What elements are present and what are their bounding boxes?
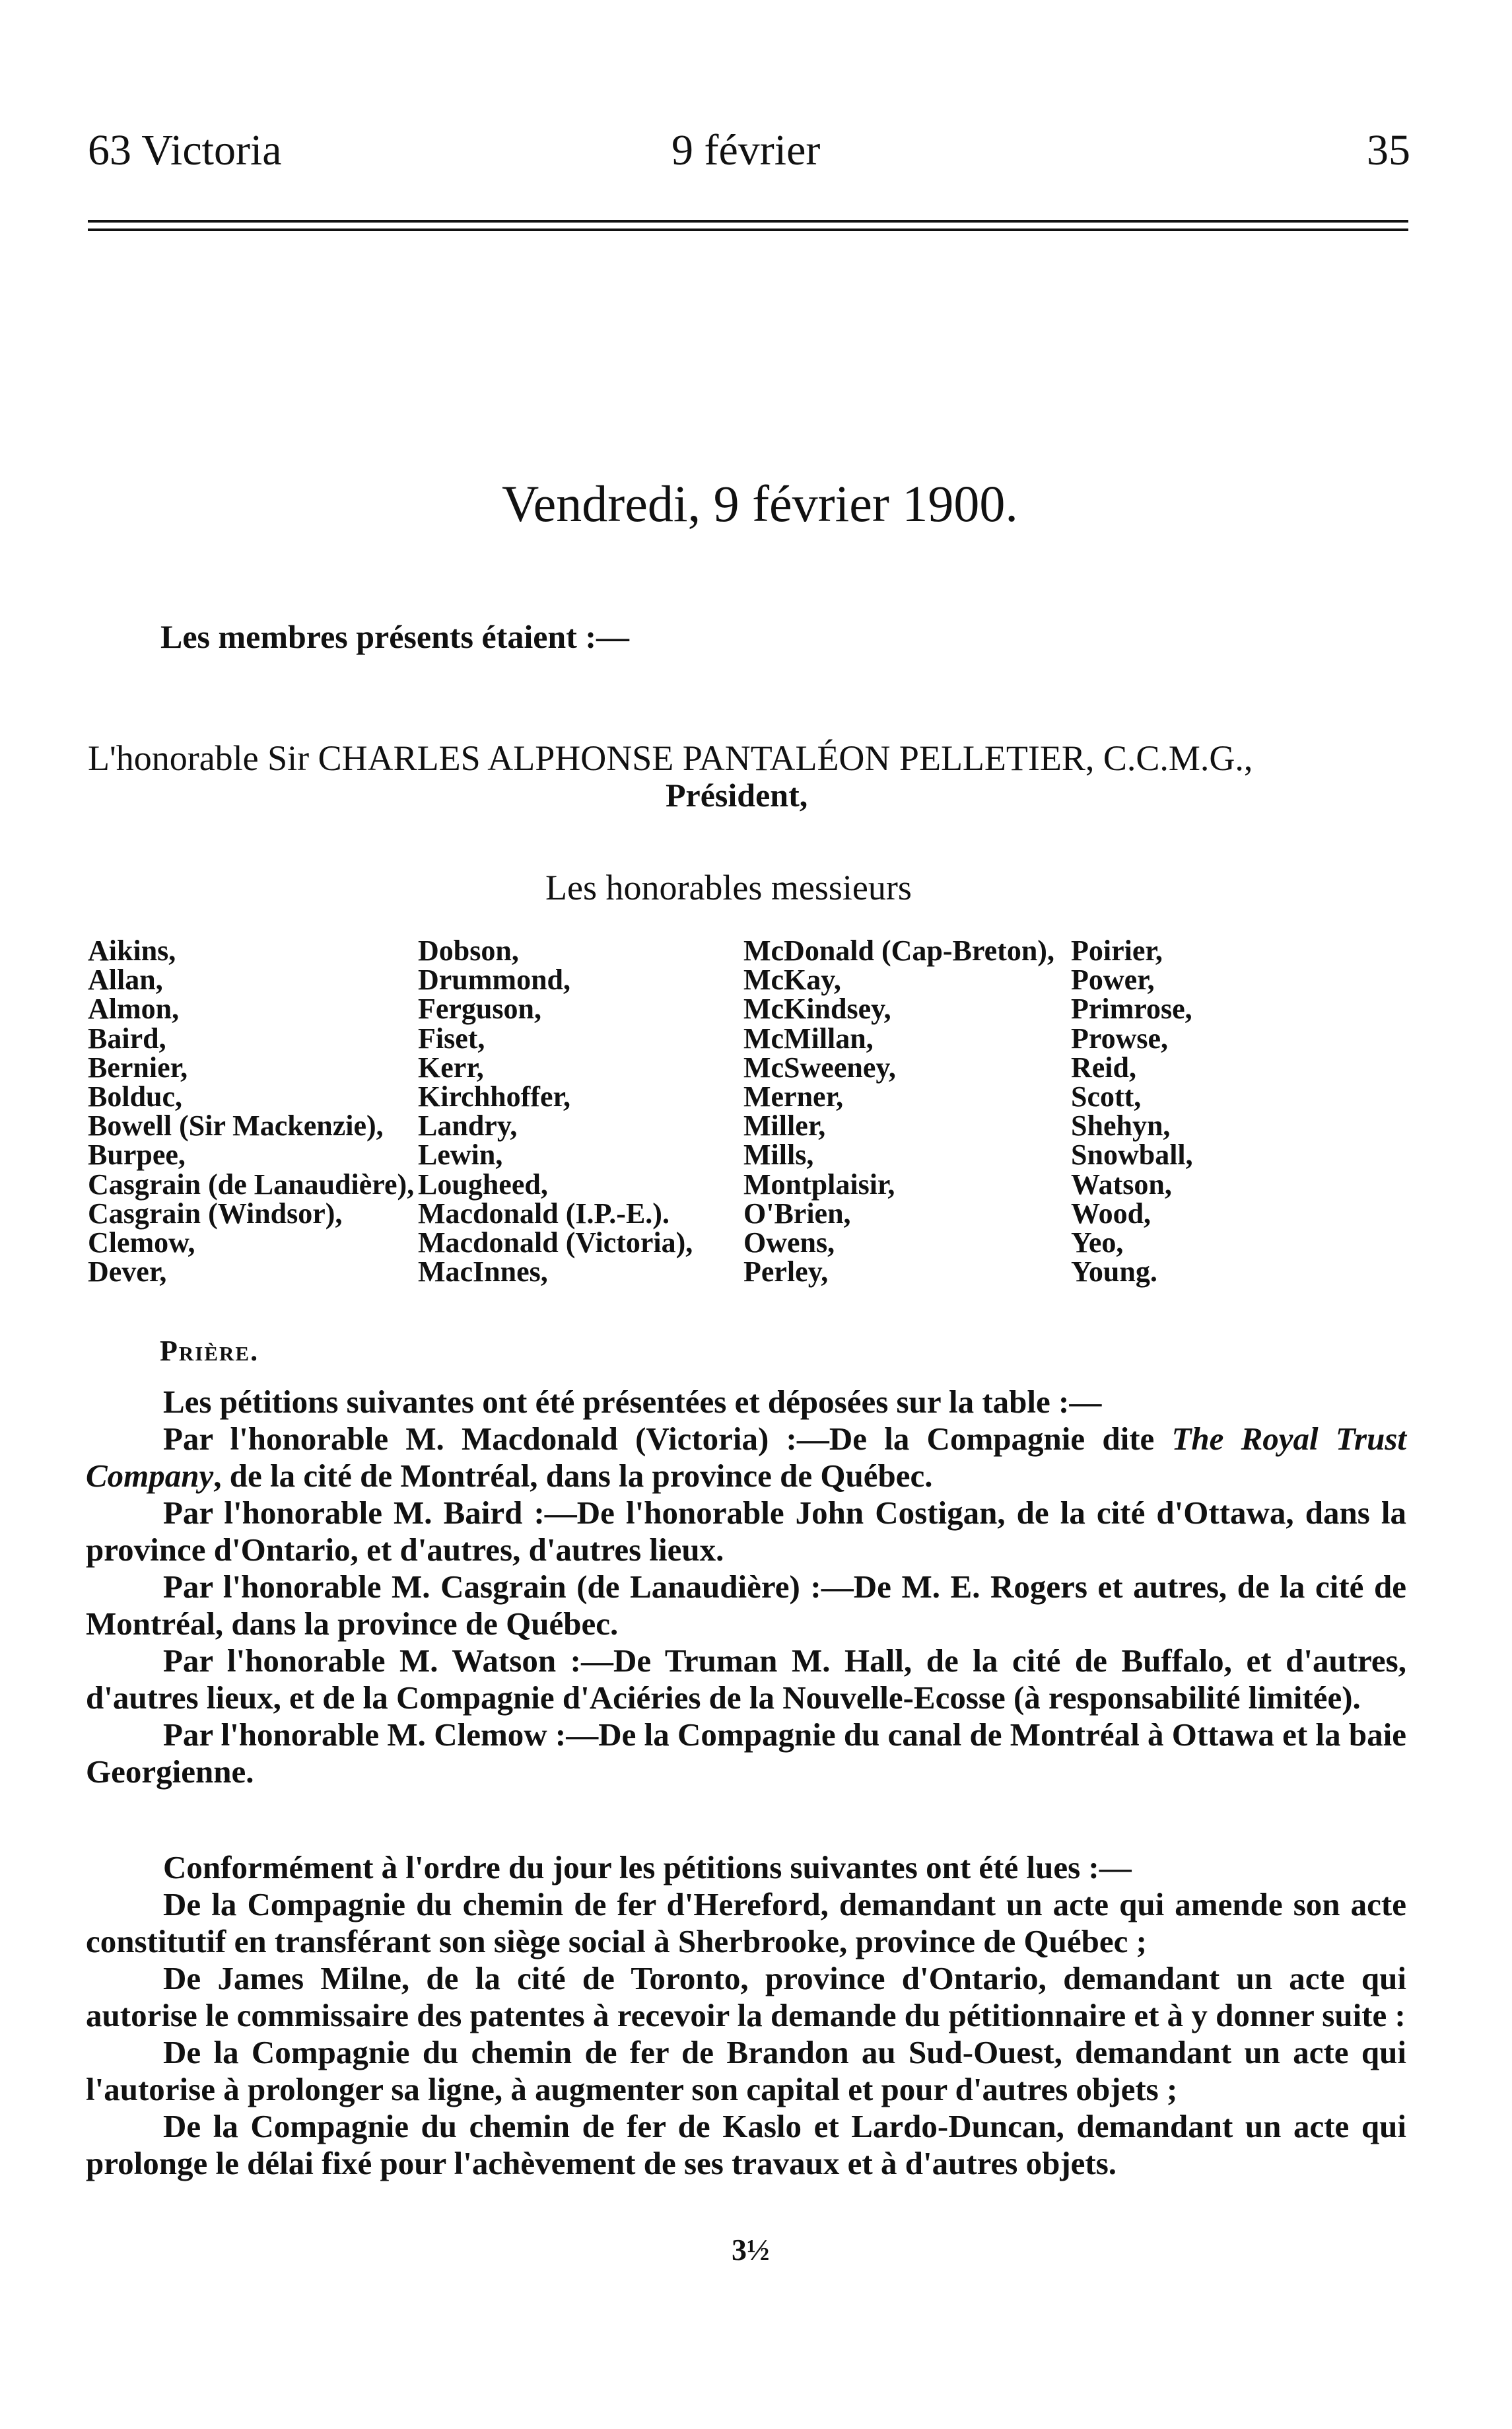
senator-name: Perley,: [743, 1255, 829, 1288]
senator-name: Snowball,: [1071, 1139, 1193, 1172]
senator-name: McMillan,: [743, 1022, 874, 1055]
senator-name: Reid,: [1071, 1051, 1136, 1084]
senator-name: Miller,: [743, 1109, 826, 1143]
senator-name: Primrose,: [1071, 993, 1192, 1026]
president-line: L'honorable Sir CHARLES ALPHONSE PANTALÉON PELLETIER, C.C.M.G.,: [88, 738, 1253, 778]
signature-mark: 3½: [732, 2233, 770, 2267]
senator-name: Owens,: [743, 1226, 835, 1259]
header-left: 63 Victoria: [88, 126, 282, 174]
senators-column-1: [88, 936, 414, 1286]
senator-name: MacInnes,: [418, 1255, 548, 1288]
petitions-intro: Les pétitions suivantes ont été présentées et déposées sur la table :—: [163, 1384, 1102, 1420]
read-item: De la Compagnie du chemin de fer de Kaslo et Lardo-Duncan, demandant un acte qui prolonge le délai fixé pour l'achèvement de ses travaux et à d'autres objets.: [86, 2108, 1406, 2181]
petition-paragraph: [86, 1421, 1406, 1495]
senator-name: Montplaisir,: [743, 1168, 895, 1201]
senator-name: McDonald (Cap-Breton),: [743, 934, 1054, 967]
senator-name: Aikins,: [88, 934, 176, 967]
senator-name: Poirier,: [1071, 934, 1163, 967]
senator-name: Prowse,: [1071, 1022, 1169, 1055]
page-title: Vendredi, 9 février 1900.: [502, 475, 1018, 532]
senator-name: Scott,: [1071, 1080, 1142, 1113]
senator-name: Watson,: [1071, 1168, 1172, 1201]
senator-name: McKay,: [743, 964, 841, 997]
senator-name: Macdonald (I.P.-E.).: [418, 1197, 670, 1230]
senator-name: Baird,: [88, 1022, 166, 1055]
president-title: Président,: [666, 777, 808, 814]
senator-name: Allan,: [88, 964, 163, 997]
senator-name: Merner,: [743, 1080, 844, 1113]
senators-column-2: [418, 936, 693, 1286]
petition-text: , de la cité de Montréal, dans la province de Québec.: [213, 1458, 933, 1494]
petition-paragraph: Par l'honorable M. Clemow :—De la Compagnie du canal de Montréal à Ottawa et la baie Georgienne.: [86, 1716, 1406, 1790]
senator-name: Casgrain (de Lanaudière),: [88, 1168, 415, 1201]
senator-name: Lougheed,: [418, 1168, 548, 1201]
petition-paragraph: Par l'honorable M. Baird :—De l'honorable John Costigan, de la cité d'Ottawa, dans la province d'Ontario, et d'autres, d'autres lieux.: [86, 1495, 1406, 1568]
senator-name: Bolduc,: [88, 1080, 183, 1113]
senators-heading: Les honorables messieurs: [545, 868, 912, 907]
senator-name: Casgrain (Windsor),: [88, 1197, 343, 1230]
petitions-read-section: [86, 1849, 1406, 2182]
petition-paragraph: Par l'honorable M. Watson :—De Truman M. Hall, de la cité de Buffalo, et d'autres, d'autres lieux, et de la Compagnie d'Aciéries de la Nouvelle-Ecosse (à responsabilité limitée).: [86, 1642, 1406, 1716]
page-number: 35: [1367, 126, 1410, 174]
senator-name: Lewin,: [418, 1139, 503, 1172]
senator-name: Kerr,: [418, 1051, 484, 1084]
read-item: De la Compagnie du chemin de fer de Brandon au Sud-Ouest, demandant un acte qui l'autorise à prolonger sa ligne, à augmenter son capital et pour d'autres objets ;: [86, 2034, 1406, 2107]
senator-name: Young.: [1071, 1255, 1157, 1288]
senator-name: Dever,: [88, 1255, 167, 1288]
senator-name: Power,: [1071, 964, 1155, 997]
header-center: 9 février: [671, 126, 821, 174]
senator-name: Landry,: [418, 1109, 518, 1143]
members-intro: Les membres présents étaient :—: [160, 618, 630, 655]
senator-name: Burpee,: [88, 1139, 186, 1172]
petitions-section: [86, 1384, 1406, 1790]
senator-name: Bowell (Sir Mackenzie),: [88, 1109, 384, 1143]
senators-column-4: [1071, 936, 1193, 1286]
petition-text: Par l'honorable M. Macdonald (Victoria) :—De la Compagnie dite: [163, 1421, 1172, 1457]
header-rule-top: [88, 220, 1408, 223]
read-item: De la Compagnie du chemin de fer d'Hereford, demandant un acte qui amende son acte constitutif en transférant son siège social à Sherbrooke, province de Québec ;: [86, 1886, 1406, 1959]
company-name-italic: The Royal Trust Company: [86, 1421, 1407, 1494]
senator-name: McKindsey,: [743, 993, 891, 1026]
senator-name: Clemow,: [88, 1226, 195, 1259]
senator-name: McSweeney,: [743, 1051, 896, 1084]
read-item: De James Milne, de la cité de Toronto, province d'Ontario, demandant un acte qui autorise le commissaire des patentes à recevoir la demande du pétitionnaire et à y donner suite :: [86, 1960, 1406, 2033]
senator-name: Mills,: [743, 1139, 814, 1172]
petition-paragraph: Par l'honorable M. Casgrain (de Lanaudière) :—De M. E. Rogers et autres, de la cité de Montréal, dans la province de Québec.: [86, 1568, 1406, 1642]
senator-name: Ferguson,: [418, 993, 541, 1026]
senator-name: Dobson,: [418, 934, 519, 967]
senator-name: Almon,: [88, 993, 180, 1026]
senator-name: Bernier,: [88, 1051, 188, 1084]
senator-name: Yeo,: [1071, 1226, 1124, 1259]
senator-name: Shehyn,: [1071, 1109, 1171, 1143]
senator-name: Macdonald (Victoria),: [418, 1226, 693, 1259]
senators-column-3: [743, 936, 1054, 1286]
senator-name: Fiset,: [418, 1022, 485, 1055]
senator-name: Drummond,: [418, 964, 571, 997]
senator-name: Wood,: [1071, 1197, 1151, 1230]
read-intro: Conformément à l'ordre du jour les pétitions suivantes ont été lues :—: [163, 1849, 1132, 1885]
header-rule-bottom: [88, 229, 1408, 231]
priere-heading: Prière.: [160, 1335, 259, 1367]
senator-name: Kirchhoffer,: [418, 1080, 570, 1113]
senator-name: O'Brien,: [743, 1197, 851, 1230]
